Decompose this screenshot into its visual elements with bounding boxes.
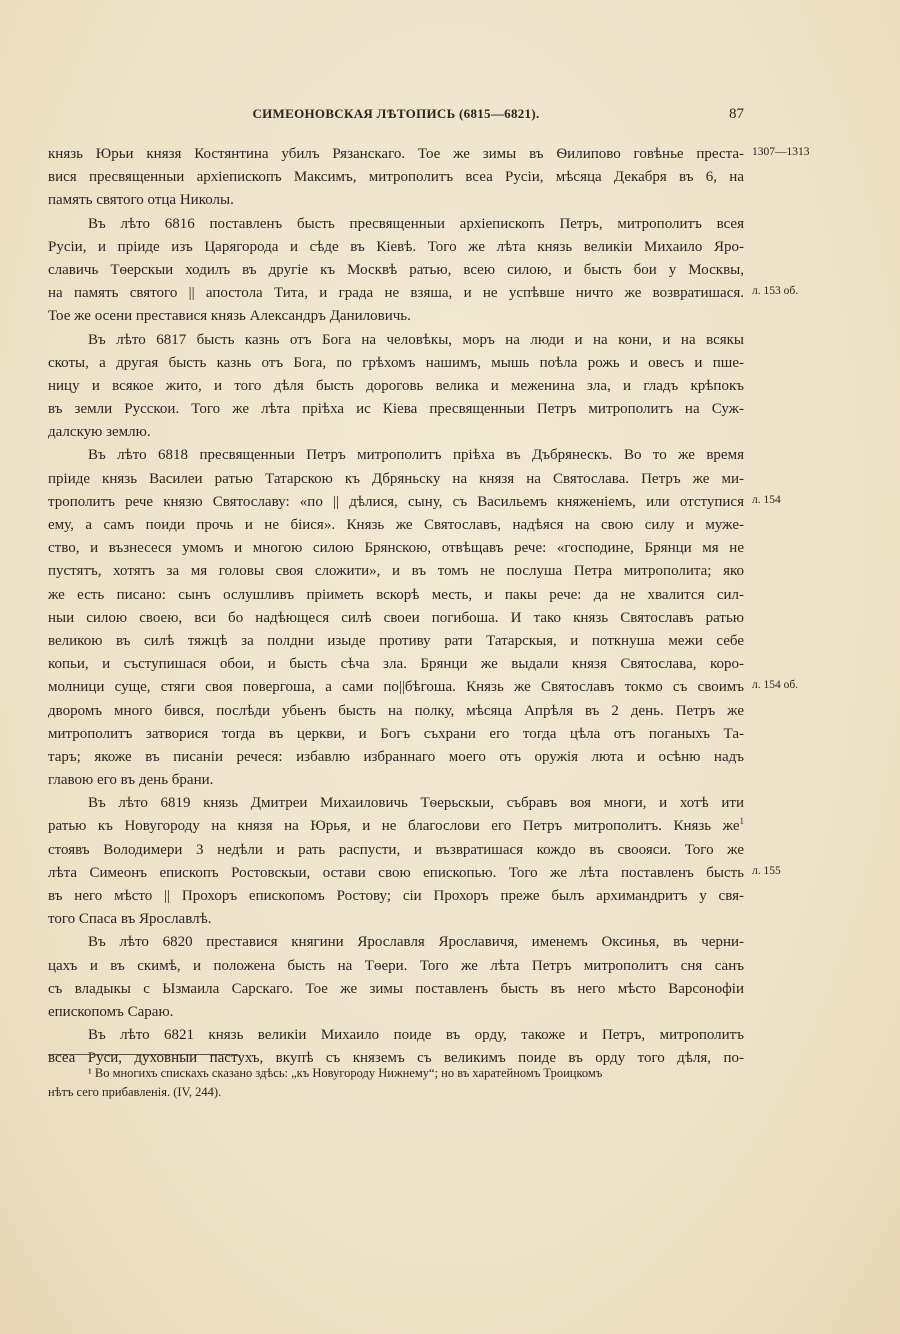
page-number: 87 [729, 106, 744, 122]
text-line: на память святого || апостола Тита, и града не взяша, и не успѣвше ничто же возвратишася. [48, 285, 744, 302]
margin-folio-note: л. 153 об. [752, 285, 799, 297]
text-line: епископомъ Сараю. [48, 1003, 174, 1020]
text-line: Русіи, и пріиде изъ Царягорода и сѣде въ Кіевѣ. Того же лѣта князь великіи Михаило Яро- [48, 238, 744, 255]
margin-folio-note: л. 155 [752, 865, 781, 877]
text-line: Въ лѣто 6816 поставленъ бысть пресвященныи архіепископъ Петръ, митрополитъ всея [88, 215, 744, 232]
text-line: ныи силою своею, вси бо надѣющеся силѣ своеи погибоша. И тако князь Святославъ ратью [48, 609, 744, 626]
footnote-divider [48, 1054, 238, 1055]
text-line: память святого отца Николы. [48, 192, 234, 209]
margin-year-range: 1307—1313 [752, 146, 810, 158]
text-line: стоявъ Володимери 3 недѣли и рать распусти, и възвратишася кождо въ своояси. Того же [48, 841, 744, 858]
running-title: СИМЕОНОВСКАЯ ЛѢТОПИСЬ (6815—6821). [252, 106, 540, 121]
chronicle-text [48, 143, 744, 1071]
text-line: всеа Руси, духовныи пастухъ, вкупѣ съ княземъ съ великимъ поиде въ орду того дѣля, по- [48, 1050, 744, 1067]
footnote-marker[interactable]: 1 [739, 816, 744, 827]
margin-folio-note: л. 154 [752, 494, 781, 506]
text-line: съ владыкы с Ызмаила Сарскаго. Тое же зимы поставленъ бысть въ него мѣсто Варсонофіи [48, 980, 744, 997]
text-line: Въ лѣто 6820 преставися княгини Ярославля Ярославичя, именемъ Оксинья, въ черни- [88, 934, 744, 951]
text-line: ство, и възнесеся умомъ и многою силою Брянскою, отвѣщавъ рече: «господине, Брянци мя не [48, 540, 744, 557]
margin-folio-note: л. 154 об. [752, 679, 799, 691]
text-line: въ земли Русскои. Того же лѣта пріѣха ис Кіева пресвященныи Петръ митрополитъ на Суж- [48, 401, 744, 418]
text-line-with-footnote [48, 815, 744, 838]
text-line: пустятъ, хотятъ за мя головы своя сложити», и въ томъ не послуша Петра митрополита; яко [48, 563, 744, 580]
text-line: князь Юрьи князя Костянтина убилъ Рязанскаго. Тое же зимы въ Ѳилипово говѣнье преста- [48, 146, 744, 162]
text-line: митрополитъ затворися тогда въ церкви, и Богъ съхрани его тогда цѣла отъ поганыхъ Та- [48, 725, 744, 742]
footnote [48, 1064, 744, 1102]
text-line: ницу и всякое жито, и того дѣля бысть дороговь велика и меженина зла, и гладъ крѣпокъ [48, 377, 744, 394]
text-line: Въ лѣто 6821 князь великіи Михаило поиде въ орду, такоже и Петръ, митрополитъ [88, 1027, 744, 1044]
footnote-line: нѣтъ сего прибавленія. (IV, 244). [48, 1085, 222, 1099]
text-line: таръ; якоже въ писаніи речеся: избавлю избраннаго моего отъ оружія люта и осѣню надъ [48, 748, 744, 765]
text-line: трополитъ рече князю Святославу: «по || дѣлися, сыну, съ Васильемъ княженіемъ, или отступися [48, 493, 744, 510]
text-line: цахъ и въ скимѣ, и положена бысть на Тѳери. Того же лѣта Петръ митрополитъ сня санъ [48, 957, 744, 974]
text-line: того Спаса въ Ярославлѣ. [48, 911, 212, 928]
text-line: главою его въ день брани. [48, 772, 214, 789]
text-line: Въ лѣто 6817 бысть казнь отъ Бога на человѣкы, моръ на люди и на кони, и на всякы [88, 331, 744, 348]
text-line: Тое же осени преставися князь Александръ Даниловичь. [48, 308, 411, 325]
running-header [48, 106, 744, 128]
text-line: молници суще, стяги своя повергоша, а сами по||бѣгоша. Князь же Святославъ токмо съ своимъ [48, 679, 744, 696]
text-line: ему, а самъ поиди прочь и не біися». Князь же Святославъ, надѣяся на свою силу и муже- [48, 517, 744, 533]
text-line: славичь Тѳерскыи ходилъ въ другіе къ Москвѣ ратью, всею силою, и бысть бои у Москвы, [48, 261, 744, 278]
text-line: скоты, а другая бысть казнь отъ Бога, по грѣхомъ нашимъ, мышь поѣла рожь и овесъ и пше- [48, 354, 744, 371]
text-line: великою въ силѣ тяжцѣ за полдни изыде противу рати Татарскыя, и поткнуша межи себе [48, 632, 744, 649]
text-line: копьи, и съступишася обои, и бысть сѣча зла. Брянци же выдали князя Святослава, коро- [48, 656, 744, 673]
text-line: же есть писано: сынъ ослушливъ пріиметь вскорѣ месть, и пакы рече: да не хвалится сил- [48, 586, 744, 603]
text-line: далскую землю. [48, 424, 151, 441]
footnote-line: ¹ Во многихъ спискахъ сказано здѣсь: „къ Новугороду Нижнему“; но въ харатейномъ Троицкомъ [88, 1066, 603, 1080]
text-segment: ратью къ Новугороду на князя на Юрья, и не благослови его Петръ митрополитъ. Князь же [48, 818, 740, 835]
text-line: Въ лѣто 6819 князь Дмитреи Михаиловичь Тѳерьскыи, събравъ воя многи, и хотѣ ити [88, 795, 744, 812]
text-line: Въ лѣто 6818 пресвященныи Петръ митрополитъ пріѣха въ Дъбрянескъ. Во то же время [88, 447, 744, 464]
text-line: въ него мѣсто || Прохоръ епископомъ Ростову; сіи Прохоръ преже былъ архимандритъ у свя- [48, 888, 744, 904]
text-line: пріиде князь Василеи ратью Татарскою къ Дбряньску на князя на Святослава. Петръ же ми- [48, 470, 744, 487]
text-line: лѣта Симеонъ епископъ Ростовскыи, остави свою епископью. Того же лѣта поставленъ бысть [48, 864, 744, 881]
text-line: дворомъ много бився, послѣди убьенъ бысть на полку, мѣсяца Апрѣля въ 2 день. Петръ же [48, 702, 744, 719]
text-line: вися пресвященныи архіепископъ Максимъ, митрополитъ всеа Русіи, мѣсяца Декабря въ 6, на [48, 169, 744, 186]
